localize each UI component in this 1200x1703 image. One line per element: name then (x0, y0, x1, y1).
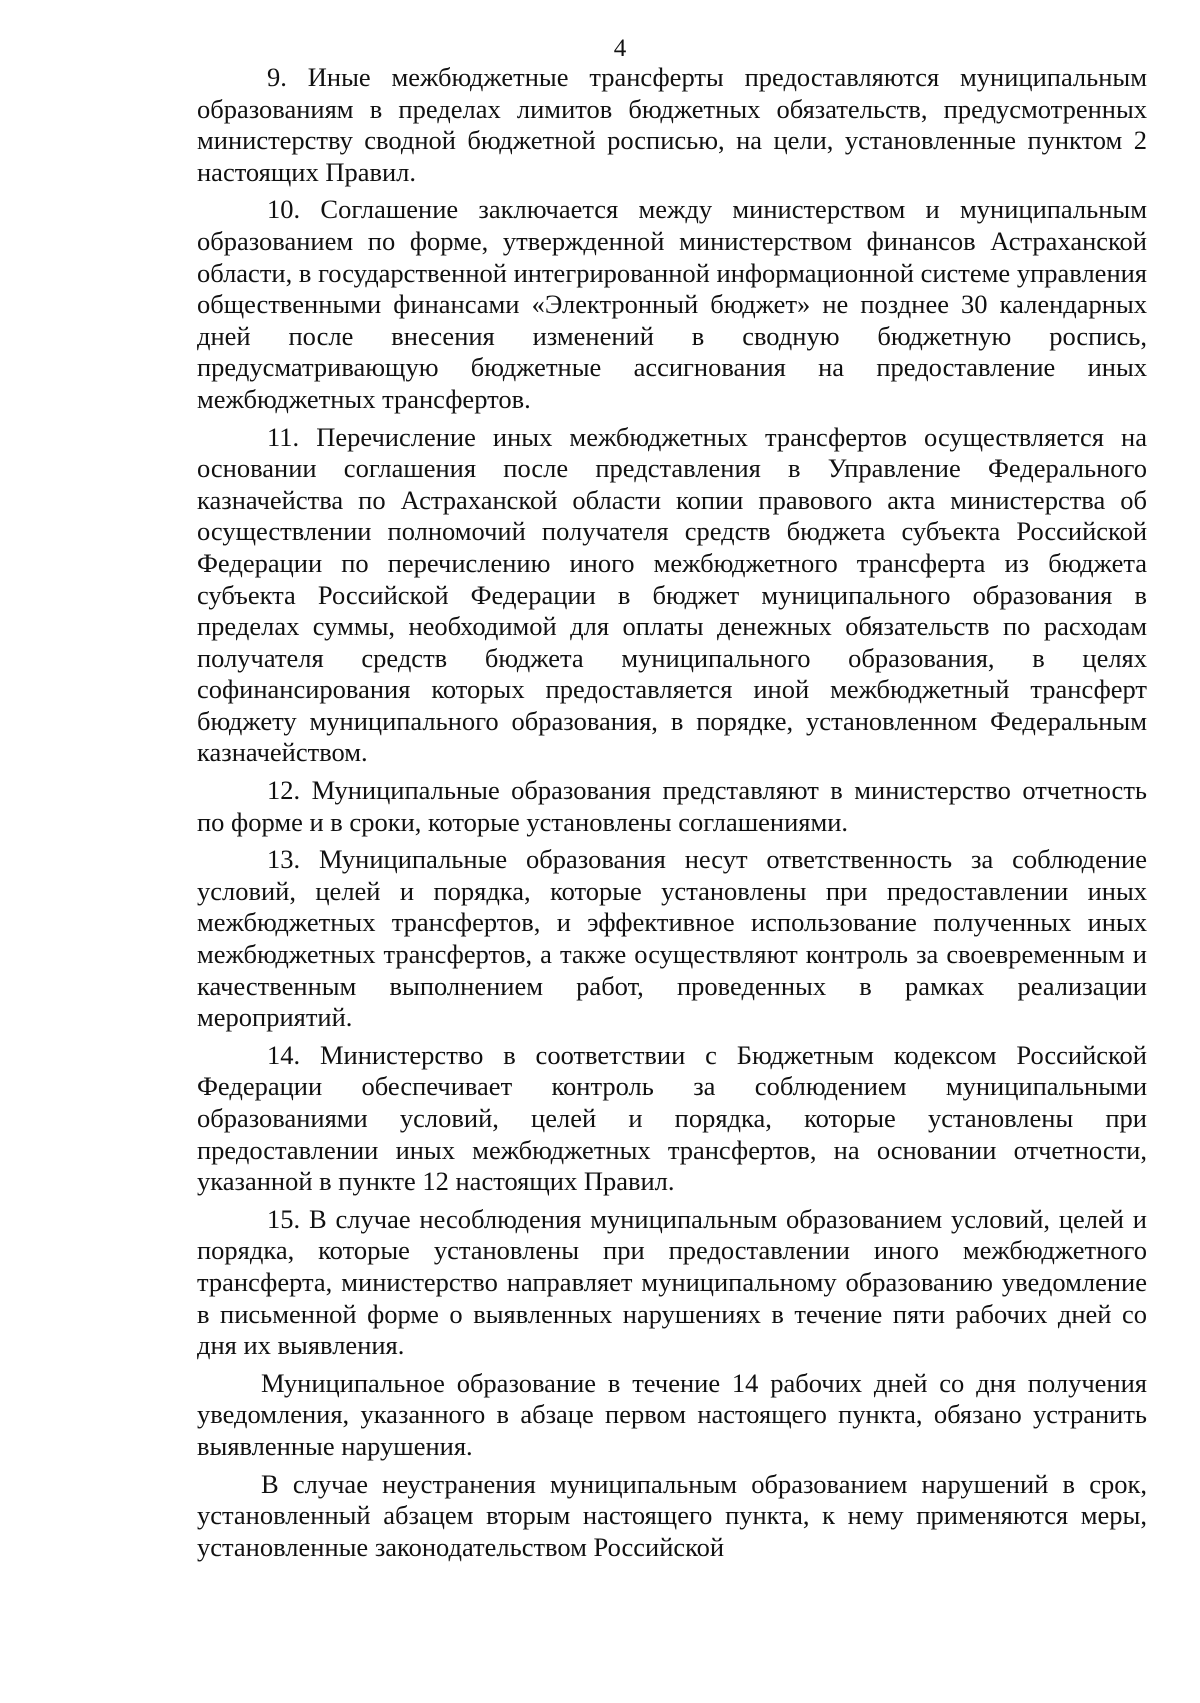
paragraph-item-15: 15. В случае несоблюдения муниципальным образованием условий, целей и порядка, которые установлены при предоставлении иного межбюджетного трансферта, министерство направляет муниципальному образованию уведомление в письменной форме о выявленных нарушениях в течение пяти рабочих дней со дня их выявления. (197, 1203, 1147, 1361)
paragraph-item-10: 10. Соглашение заключается между министерством и муниципальным образованием по форме, утвержденной министерством финансов Астраханской области, в государственной интегрированной информационной системе управления общественными финансами «Электронный бюджет» не позднее 30 календарных дней после внесения изменений в сводную бюджетную роспись, предусматривающую бюджетные ассигнования на предоставление иных межбюджетных трансфертов. (197, 194, 1147, 414)
paragraph-item-13: 13. Муниципальные образования несут ответственность за соблюдение условий, целей и порядка, которые установлены при предоставлении иных межбюджетных трансфертов, и эффективное использование полученных иных межбюджетных трансфертов, а также осуществляют контроль за своевременным и качественным выполнением работ, проведенных в рамках реализации мероприятий. (197, 844, 1147, 1033)
paragraph-item-12: 12. Муниципальные образования представляют в министерство отчетность по форме и в сроки, которые установлены соглашениями. (197, 775, 1147, 837)
page-number: 4 (613, 35, 627, 62)
paragraph-item-14: 14. Министерство в соответствии с Бюджетным кодексом Российской Федерации обеспечивает контроль за соблюдением муниципальными образованиями условий, целей и порядка, которые установлены при предоставлении иных межбюджетных трансфертов, на основании отчетности, указанной в пункте 12 настоящих Правил. (197, 1039, 1147, 1197)
paragraph-item-15-third: В случае неустранения муниципальным образованием нарушений в срок, установленный абзацем вторым настоящего пункта, к нему применяются меры, установленные законодательством Российской (197, 1468, 1147, 1562)
paragraph-item-11: 11. Перечисление иных межбюджетных трансфертов осуществляется на основании соглашения после представления в Управление Федерального казначейства по Астраханской области копии правового акта министерства об осуществлении полномочий получателя средств бюджета субъекта Российской Федерации по перечислению иного межбюджетного трансферта из бюджета субъекта Российской Федерации в бюджет муниципального образования в пределах суммы, необходимой для оплаты денежных обязательств по расходам получателя средств бюджета муниципального образования, в целях софинансирования которых предоставляется иной межбюджетный трансферт бюджету муниципального образования, в порядке, установленном Федеральным казначейством. (197, 421, 1147, 768)
paragraph-item-15-second: Муниципальное образование в течение 14 рабочих дней со дня получения уведомления, указанного в абзаце первом настоящего пункта, обязано устранить выявленные нарушения. (197, 1367, 1147, 1461)
paragraph-item-9: 9. Иные межбюджетные трансферты предоставляются муниципальным образованиям в пределах лимитов бюджетных обязательств, предусмотренных министерству сводной бюджетной росписью, на цели, установленные пунктом 2 настоящих Правил. (197, 62, 1147, 187)
document-body (197, 62, 1147, 1563)
